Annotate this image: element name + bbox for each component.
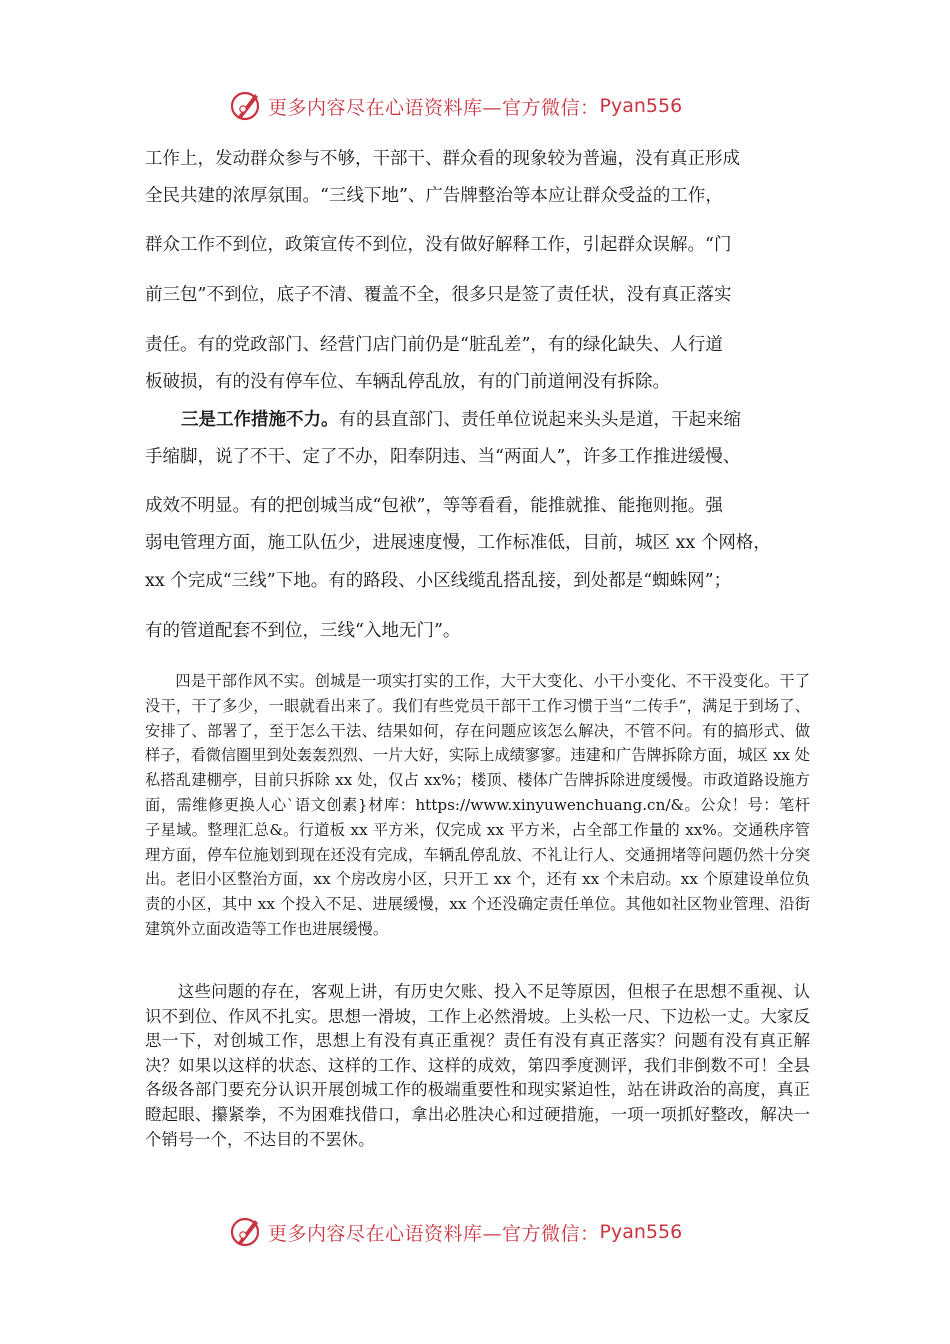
point4-paragraph: 四是干部作风不实。创城是一项实打实的工作，大干大变化、小干小变化、不干没变化。干了没干，干了多少，一眼就看出来了。我们有些党员干部干工作习惯于当“二传手”，满足于到场了、安排了、部署了，至于怎么干法、结果如何，存在问题应该怎么解决，不管不问。有的搞形式、做样子，看微信圈里到处轰轰烈烈、一片大好，实际上成绩寥寥。违建和广告牌拆除方面，城区 xx 处私搭乱建棚亭，目前只拆除 xx 处，仅占 xx%；楼顶、楼体广告牌拆除进度缓慢。市政道路设施方面，需维修更换人心`语文创素}材库：https://www.xinyuwenchuang.cn/&。公众！号：笔杆子星域。整理汇总&。行道板 xx 平方米，仅完成 xx 平方米，占全部工作量的 xx%。交通秩序管理方面，停车位施划到现在还没有完成，车辆乱停乱放、不礼让行人、交通拥堵等问题仍然十分突出。老旧小区整治方面，xx 个房改房小区，只开工 xx 个，还有 xx 个未启动。xx 个原建设单位负责的小区，其中 xx 个投入不足、进展缓慢，xx 个还没确定责任单位。其他如社区物业管理、沿街建筑外立面改造等工作也进展缓慢。: [145, 672, 810, 938]
text-line: 全民共建的浓厚氛围。“三线下地”、广告牌整治等本应让群众受益的工作，: [145, 186, 723, 206]
text-line: 责任。有的党政部门、经营门店门前仍是“脏乱差”，有的绿化缺失、人行道: [145, 335, 723, 355]
point3-heading: 三是工作措施不力。: [181, 410, 339, 430]
point3-first-line-text: 有的县直部门、责任单位说起来头头是道，干起来缩: [338, 410, 741, 430]
banner-text: 更多内容尽在心语资料库—官方微信：: [268, 96, 600, 119]
text-line: 群众工作不到位，政策宣传不到位，没有做好解释工作，引起群众误解。“门: [145, 235, 732, 255]
text-line: 弱电管理方面，施工队伍少，进展速度慢，工作标准低，目前，城区 xx 个网格，: [145, 533, 771, 553]
text-line: 板破损，有的没有停车位、车辆乱停乱放，有的门前道闸没有拆除。: [145, 372, 670, 392]
pen-logo-icon: [228, 1214, 264, 1250]
text-line: 有的管道配套不到位，三线“入地无门”。: [145, 621, 461, 641]
point3-first-line: [181, 408, 826, 432]
wechat-id: Pyan556: [599, 95, 683, 117]
wechat-id: Pyan556: [599, 1221, 683, 1243]
footer-banner: [228, 1212, 788, 1252]
text-line: xx 个完成“三线”下地。有的路段、小区线缆乱搭乱接，到处都是“蜘蛛网”；: [145, 571, 732, 591]
pen-logo-icon: [228, 88, 264, 124]
header-banner: [228, 86, 788, 126]
text-line: 成效不明显。有的把创城当成“包袱”，等等看看，能推就推、能拖则拖。强: [145, 496, 723, 516]
text-line: 前三包”不到位，底子不清、覆盖不全，很多只是签了责任状，没有真正落实: [145, 285, 732, 305]
text-line: 工作上，发动群众参与不够，干部干、群众看的现象较为普遍，没有真正形成: [145, 149, 740, 169]
banner-text: 更多内容尽在心语资料库—官方微信：: [268, 1222, 600, 1245]
conclusion-paragraph: 这些问题的存在，客观上讲，有历史欠账、投入不足等原因，但根子在思想不重视、认识不到位、作风不扎实。思想一滑坡，工作上必然滑坡。上头松一尺、下边松一丈。大家反思一下，对创城工作，思想上有没有真正重视？责任有没有真正落实？问题有没有真正解决？如果以这样的状态、这样的工作、这样的成效，第四季度测评，我们非倒数不可！全县各级各部门要充分认识开展创城工作的极端重要性和现实紧迫性，站在讲政治的高度，真正瞪起眼、攥紧拳，不为困难找借口，拿出必胜决心和过硬措施，一项一项抓好整改，解决一个销号一个，不达目的不罢休。: [145, 982, 810, 1149]
text-line: 手缩脚，说了不干、定了不办，阳奉阴违、当“两面人”，许多工作推进缓慢、: [145, 447, 741, 467]
